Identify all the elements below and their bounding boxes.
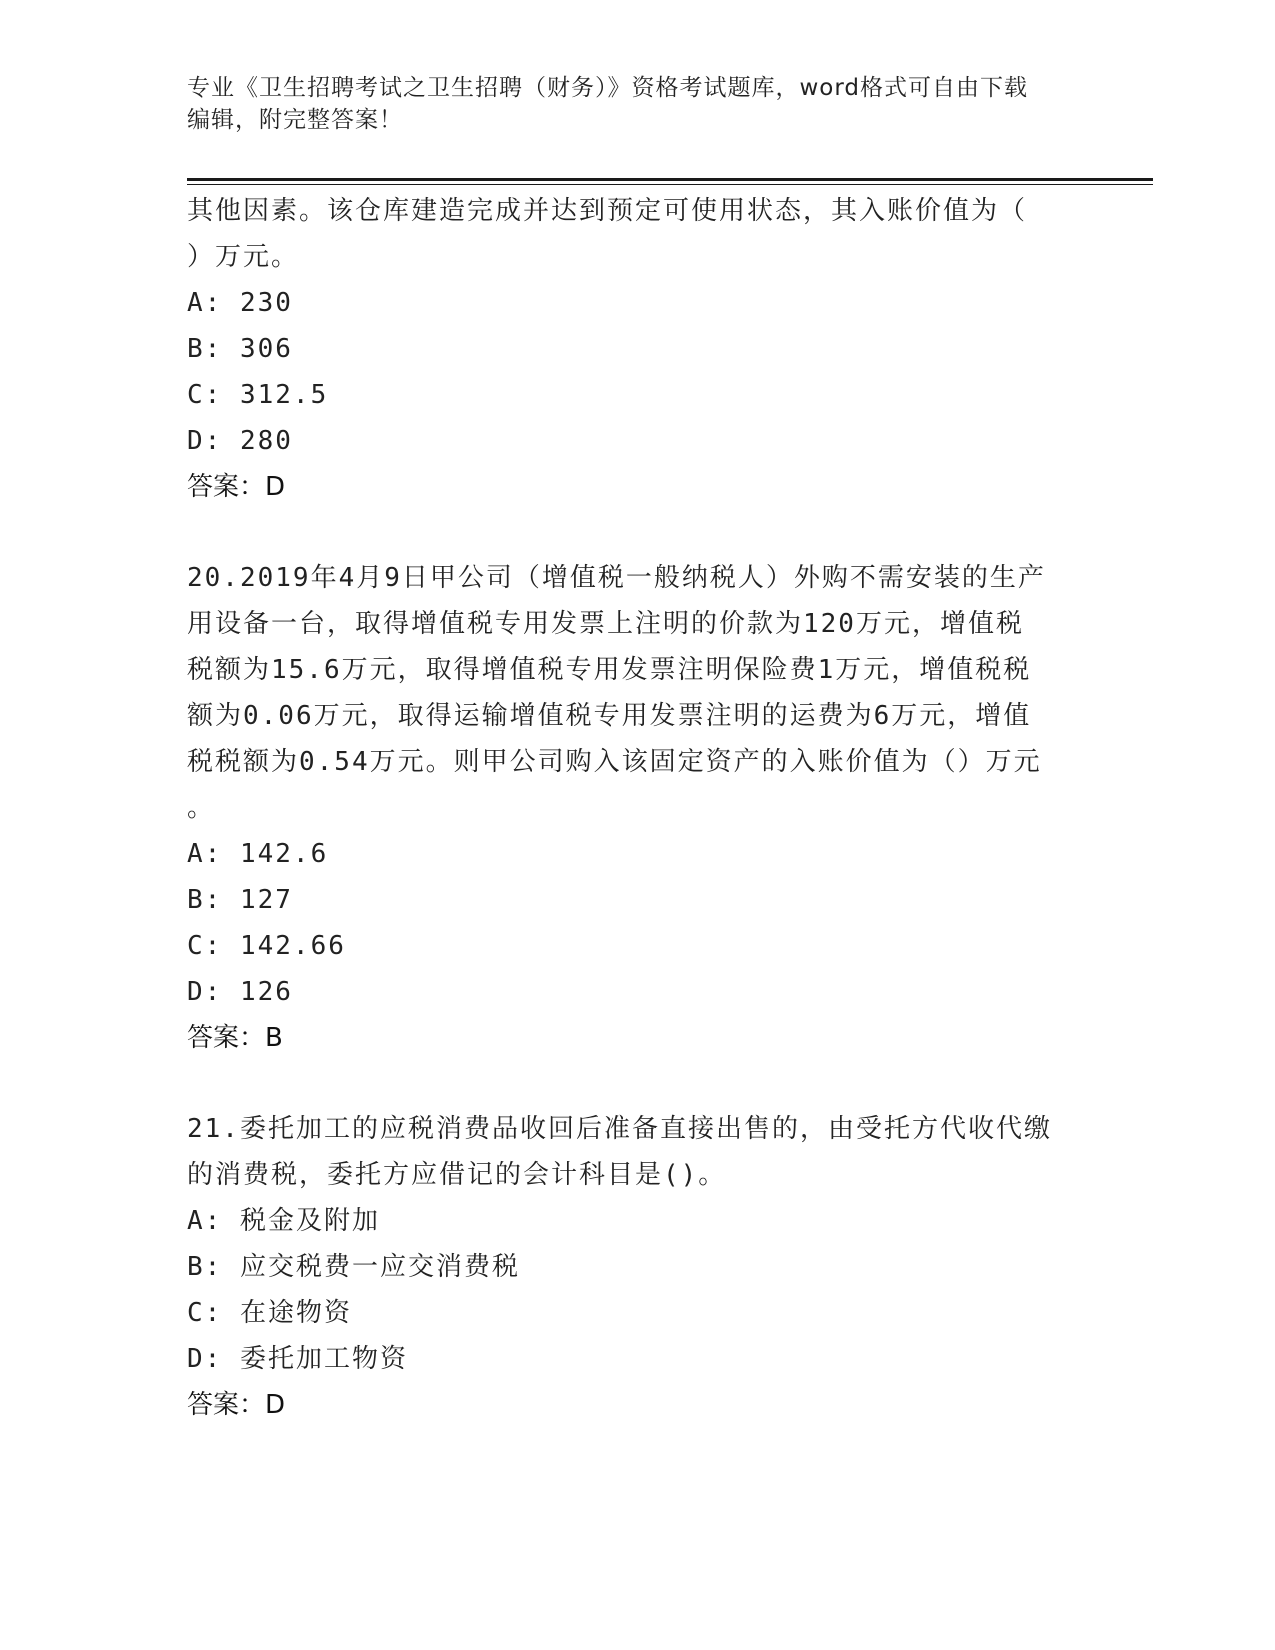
option-d: D: 280 (187, 426, 293, 456)
option-a: A: 142.6 (187, 839, 329, 869)
question-21 (187, 1106, 1087, 1428)
header-divider-thick (187, 178, 1153, 181)
header-divider-thin (187, 184, 1153, 185)
option-c: C: 312.5 (187, 380, 329, 410)
question-stem-line: 税税额为0.54万元。则甲公司购入该固定资产的入账价值为（）万元 (187, 747, 1042, 777)
option-d: D: 委托加工物资 (187, 1344, 408, 1374)
option-b: B: 127 (187, 885, 293, 915)
question-20 (187, 555, 1087, 1061)
header-line-1: 专业《卫生招聘考试之卫生招聘（财务）》资格考试题库，word格式可自由下载 (187, 75, 1029, 101)
answer-line: 答案：D (187, 472, 286, 502)
question-stem-line: 21.委托加工的应税消费品收回后准备直接出售的，由受托方代收代缴 (187, 1114, 1052, 1144)
option-d: D: 126 (187, 977, 293, 1007)
question-stem-line: 。 (187, 793, 216, 823)
answer-line: 答案：D (187, 1390, 286, 1420)
question-stem-line: 其他因素。该仓库建造完成并达到预定可使用状态，其入账价值为（ (187, 196, 1028, 226)
question-stem-line: 的消费税，委托方应借记的会计科目是()。 (187, 1160, 727, 1190)
question-stem-line: ）万元。 (187, 242, 300, 272)
header-line-2: 编辑，附完整答案！ (187, 107, 403, 133)
question-spacer (187, 510, 1087, 555)
question-stem-line: 税额为15.6万元，取得增值税专用发票注明保险费1万元，增值税税 (187, 655, 1032, 685)
option-b: B: 应交税费一应交消费税 (187, 1252, 520, 1282)
document-header (187, 72, 1087, 136)
answer-line: 答案：B (187, 1023, 283, 1053)
question-spacer (187, 1061, 1087, 1106)
question-stem-line: 额为0.06万元，取得运输增值税专用发票注明的运费为6万元，增值 (187, 701, 1032, 731)
option-b: B: 306 (187, 334, 293, 364)
option-c: C: 在途物资 (187, 1298, 352, 1328)
question-stem-line: 20.2019年4月9日甲公司（增值税一般纳税人）外购不需安装的生产 (187, 563, 1046, 593)
option-a: A: 税金及附加 (187, 1206, 380, 1236)
question-19 (187, 188, 1087, 510)
option-a: A: 230 (187, 288, 293, 318)
option-c: C: 142.66 (187, 931, 346, 961)
question-stem-line: 用设备一台，取得增值税专用发票上注明的价款为120万元，增值税 (187, 609, 1024, 639)
question-list (187, 188, 1087, 1428)
